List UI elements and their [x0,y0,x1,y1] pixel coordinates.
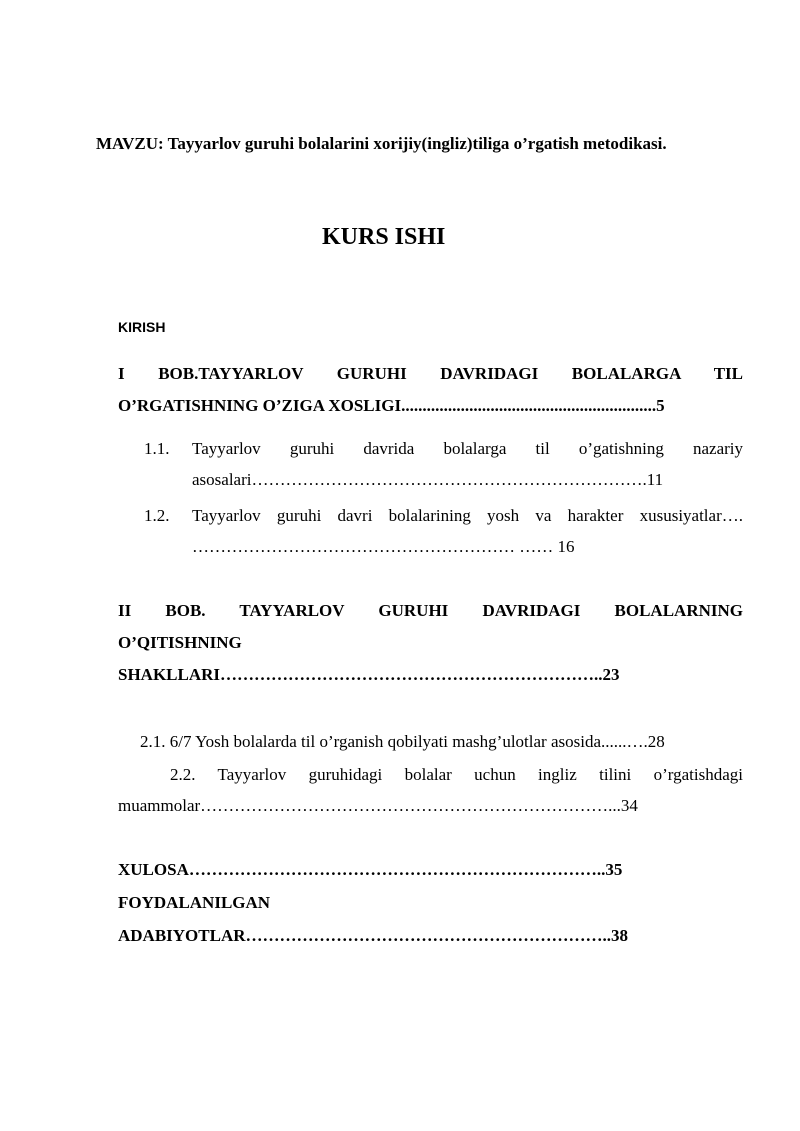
toc-section-1-1-number: 1.1. [144,439,170,458]
toc-chapter-2-line3: SHAKLLARI…………………………………………………………..23 [118,665,620,684]
toc-section-1-1-line1: Tayyarlov guruhi davrida bolalarga til o’gatishning nazariy [192,439,743,458]
topic-heading: MAVZU: Tayyarlov guruhi bolalarini xorijiy(ingliz)tiliga o’rgatish metodikasi. [96,134,667,153]
toc-kirish: KIRISH [118,319,166,335]
toc-chapter-2-line1: II BOB. TAYYARLOV GURUHI DAVRIDAGI BOLALARNING [118,601,743,620]
toc-section-2-2-line1: 2.2. Tayyarlov guruhidagi bolalar uchun ingliz tilini o’rgatishdagi [170,765,743,784]
toc-references-line1: FOYDALANILGAN [118,893,271,912]
toc-section-1-1-line2: asosalari…………………………………………………………….11 [192,470,664,489]
toc-section-2-2-line2: muammolar………………………………………………………………...34 [118,796,638,815]
toc-section-2-1: 2.1. 6/7 Yosh bolalarda til o’rganish qobilyati mashg’ulotlar asosida......….28 [140,732,665,751]
toc-section-1-2-number: 1.2. [144,506,170,525]
toc-references-line2: ADABIYOTLAR………………………………………………………..38 [118,926,629,945]
toc-section-1-2-line1: Tayyarlov guruhi davri bolalarining yosh va harakter xususiyatlar…. [192,506,743,525]
toc-chapter-1-line1: I BOB.TAYYARLOV GURUHI DAVRIDAGI BOLALARGA TIL [118,364,743,383]
toc-chapter-2-line2: O’QITISHNING [118,633,242,652]
toc-chapter-1-line2: O’RGATISHNING O’ZIGA XOSLIGI............................................................5 [118,396,665,415]
toc-section-1-2-line2: ………………………………………………… …… 16 [192,537,575,556]
page-title: KURS ISHI [322,224,446,250]
toc-xulosa: XULOSA………………………………………………………………..35 [118,860,623,879]
